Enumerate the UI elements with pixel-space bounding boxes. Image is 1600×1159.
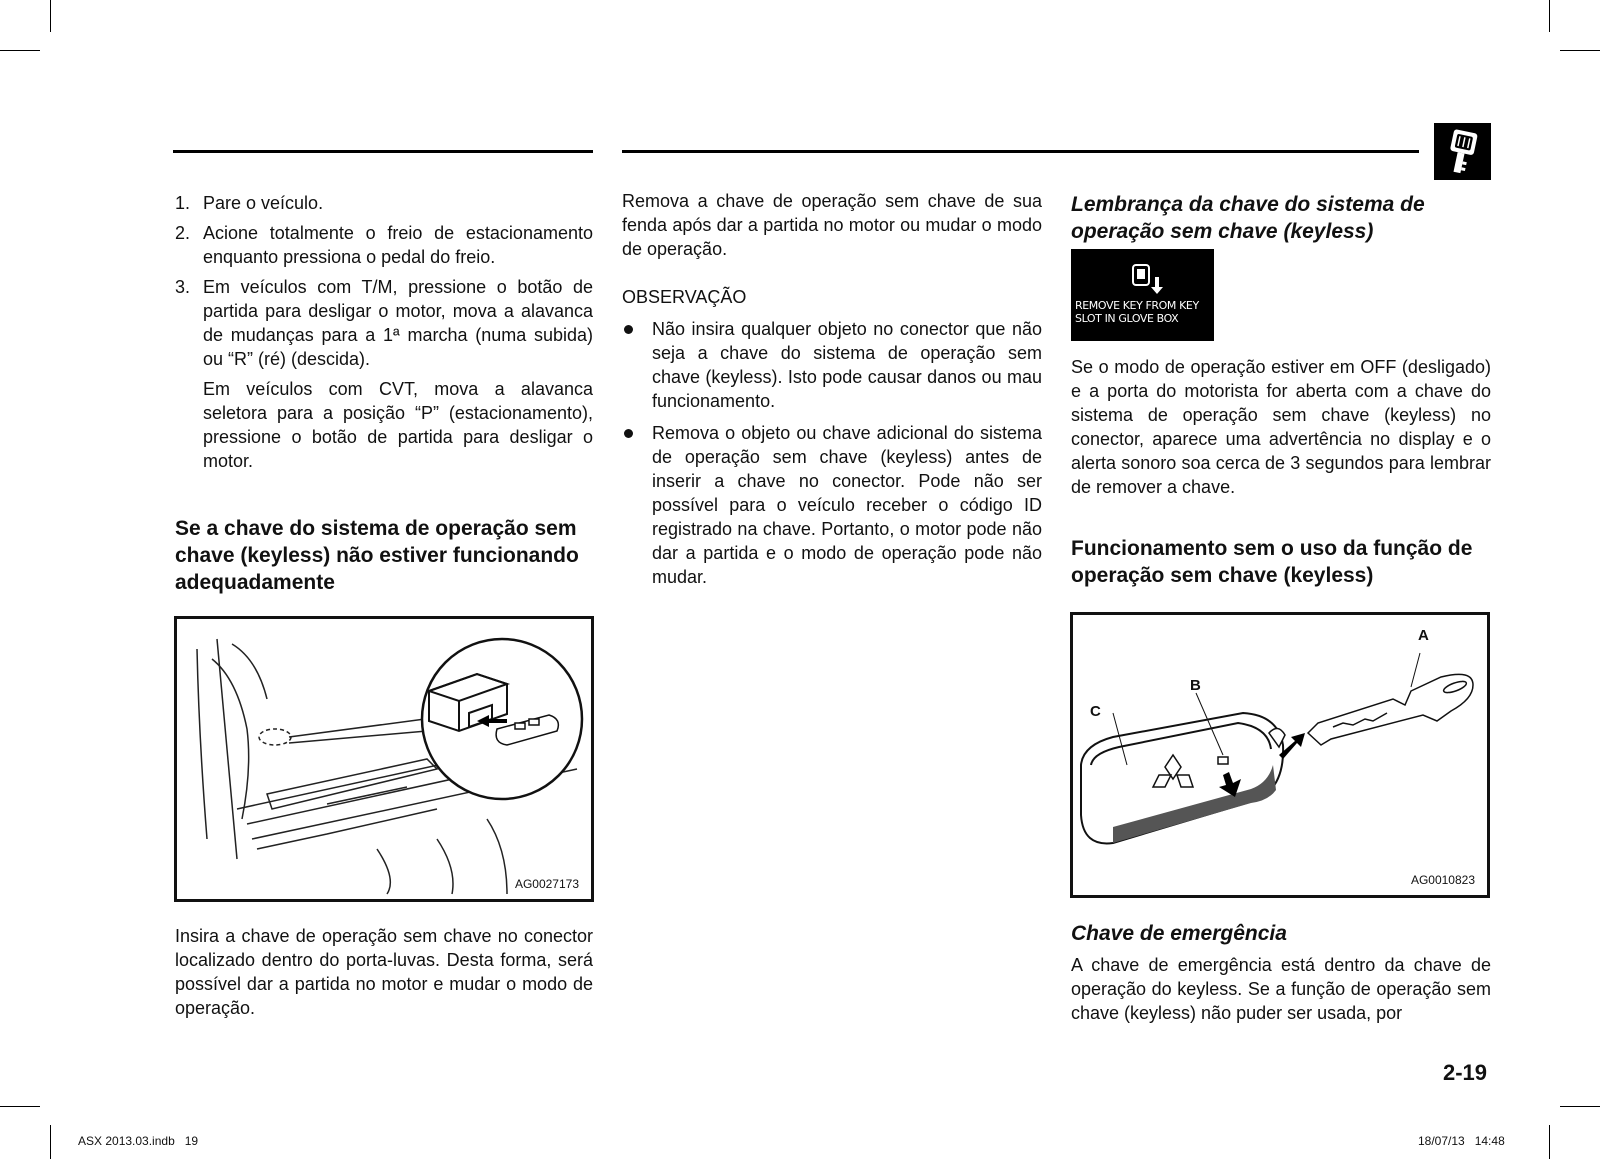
crop-mark [50,0,51,32]
list-item: Remova o objeto ou chave adicional do sistema de operação sem chave (keyless) antes de inserir a chave no conector. Pode não ser possível para o veículo receber o código ID registrado na chave. Portanto, o motor pode não dar a partida e o modo de operação pode não mudar. [622,421,1042,589]
section-heading-keyless-failure: Se a chave do sistema de operação sem chave (keyless) não estiver funcionando adequadamente [175,517,579,594]
emergency-key-text: A chave de emergência está dentro da chave de operação do keyless. Se a função de operação sem chave (keyless) não puder ser usada, por [1071,955,1491,1023]
column-1 [175,191,593,473]
section-heading-emergency-key: Chave de emergência [1071,922,1287,945]
key-fob-illustration [1073,615,1487,895]
figure-code: AG0027173 [514,877,579,891]
steps-list [175,191,593,371]
crop-mark [1560,50,1600,51]
emergency-key [1308,674,1473,745]
header-rule-left [173,150,593,153]
page-number: 2-19 [1443,1060,1488,1085]
key-slot-icon [1127,263,1167,297]
observation-label: OBSERVAÇÃO [622,287,747,307]
crop-mark [0,50,40,51]
display-line-1: REMOVE KEY FROM KEY [1075,299,1199,312]
header-rule-right [622,150,1419,153]
section-heading-key-reminder: Lembrança da chave do sistema de operação sem chave (keyless) [1071,193,1425,243]
crop-mark [0,1106,40,1107]
section-heading-without-keyless: Funcionamento sem o uso da função de operação sem chave (keyless) [1071,537,1473,587]
glovebox-figure [174,616,594,902]
list-item: 2. Acione totalmente o freio de estacionamento enquanto pressiona o pedal do freio. [175,223,593,267]
crop-mark [1549,0,1550,32]
list-item: 3. Em veículos com T/M, pressione o botão de partida para desligar o motor, mova a alavanca de mudanças para a 1ª marcha (numa subida) ou “R” (ré) (descida). [175,277,593,369]
label-b: B [1190,677,1201,694]
notes-list [622,317,1042,589]
crop-mark [1560,1106,1600,1107]
intro-text: Remova a chave de operação sem chave de sua fenda após dar a partida no motor ou mudar o modo de operação. [622,191,1042,259]
display-line-2: SLOT IN GLOVE BOX [1075,312,1179,325]
footer-file-info: ASX 2013.03.indb 19 [78,1134,199,1148]
figure-code: AG0010823 [1410,873,1475,887]
glovebox-illustration [177,619,591,899]
reminder-text: Se o modo de operação estiver em OFF (desligado) e a porta do motorista for aberta com a chave do sistema de operação sem chave (keyless) no conector, aparece uma advertência no display e o alerta sonoro soa cerca de 3 segundos para lembrar de remover a chave. [1071,357,1491,497]
release-button [1218,757,1228,764]
glovebox-caption: Insira a chave de operação sem chave no conector localizado dentro do porta-luvas. Desta forma, será possível dar a partida no motor e mudar o modo de operação. [175,926,593,1018]
list-item: 1. Pare o veículo. [175,193,324,213]
bullet-icon [624,429,633,438]
display-warning-panel [1071,249,1214,341]
label-c: C [1090,703,1101,720]
label-a: A [1418,627,1429,644]
crop-mark [1549,1125,1550,1159]
crop-mark [50,1125,51,1159]
column-2 [622,189,1042,597]
list-item: Não insira qualquer objeto no conector que não seja a chave do sistema de operação sem chave (keyless). Isto pode causar danos ou mau funcionamento. [622,317,1042,413]
bullet-icon [624,325,633,334]
step3-cvt-text: Em veículos com CVT, mova a alavanca seletora para a posição “P” (estacionamento), pressione o botão de partida para desligar o motor. [203,379,593,471]
emergency-key-figure [1070,612,1490,898]
footer-timestamp: 18/07/13 14:48 [1418,1134,1505,1148]
key-chapter-icon [1434,123,1491,180]
